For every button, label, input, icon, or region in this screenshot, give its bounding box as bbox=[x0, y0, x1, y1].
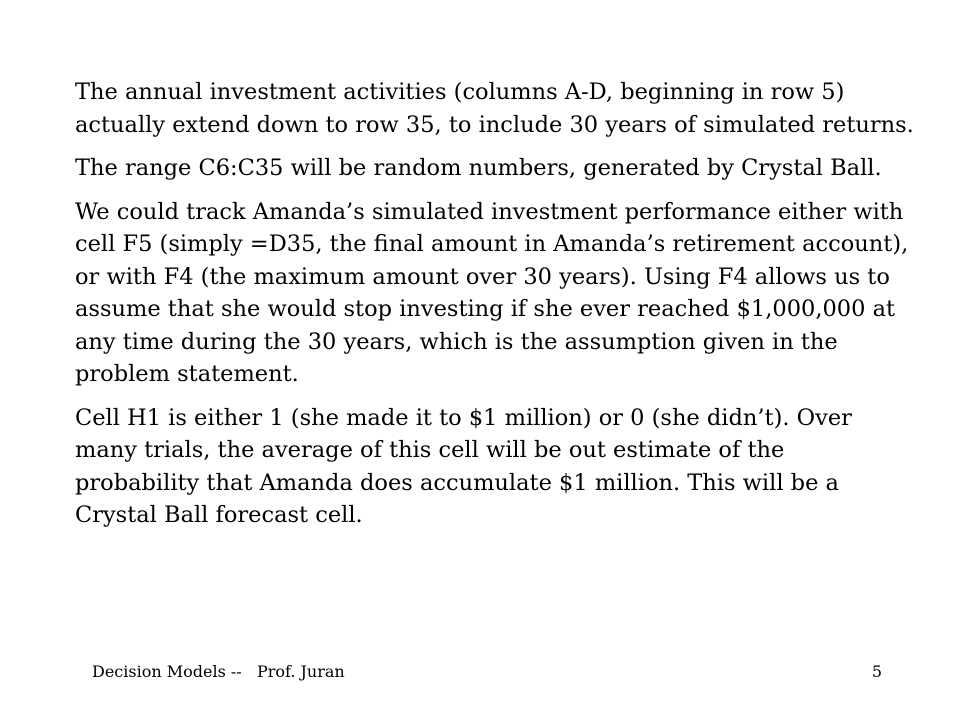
paragraph-investment-activities: The annual investment activities (columns A-D, beginning in row 5) actually extend down to row 35, to include 30 years of simulated returns. bbox=[75, 79, 914, 138]
footer-page-number: 5 bbox=[871, 662, 882, 681]
paragraph-random-range: The range C6:C35 will be random numbers, generated by Crystal Ball. bbox=[75, 155, 882, 181]
slide-body bbox=[75, 76, 915, 543]
paragraph-tracking-performance: We could track Amanda’s simulated investment performance either with cell F5 (simply =D35, the final amount in Amanda’s retirement account), or with F4 (the maximum amount over 30 years). Using F4 allows us to assume that she would stop investing if she ever reached $1,000,000 at any time during the 30 years, which is the assumption given in the problem statement. bbox=[75, 198, 909, 387]
paragraph-forecast-cell: Cell H1 is either 1 (she made it to $1 million) or 0 (she didn’t). Over many trials, the average of this cell will be out estimate of the probability that Amanda does accumulate $1 million. This will be a Crystal Ball forecast cell. bbox=[75, 404, 852, 528]
footer-course-title: Decision Models -- Prof. Juran bbox=[92, 662, 345, 681]
